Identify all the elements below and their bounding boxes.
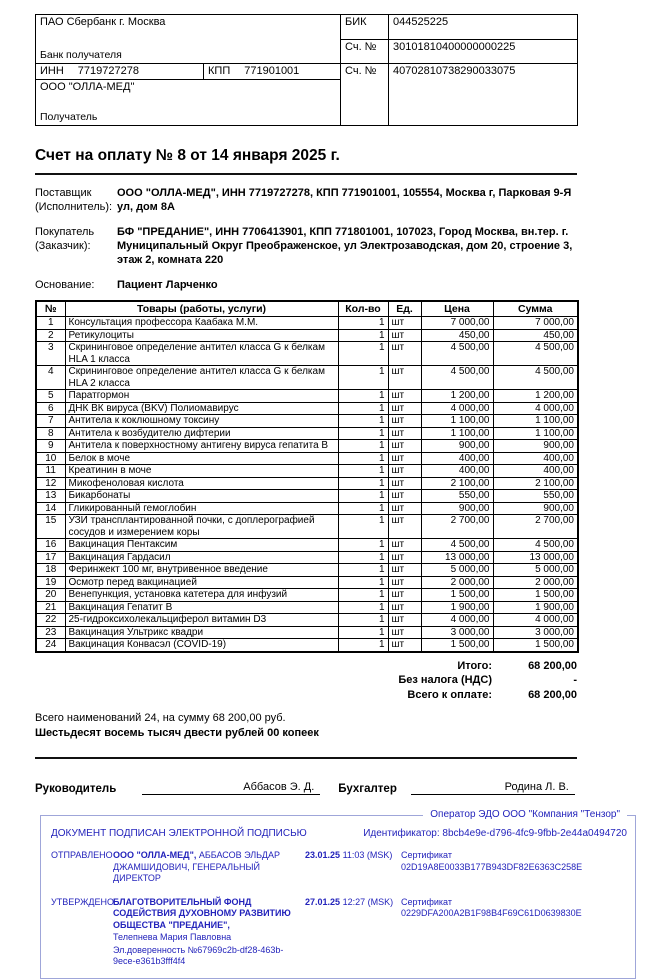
basis-value: Пациент Ларченко [117,279,218,291]
table-row [36,564,578,577]
payee-name: ООО "ОЛЛА-МЕД" [40,81,135,93]
item-name: Креатинин в моче [65,465,338,478]
items-table [35,300,579,653]
item-number: 14 [36,502,65,515]
signature-record [51,850,635,886]
item-quantity: 1 [338,329,388,342]
table-row [36,589,578,602]
supplier-row [35,186,577,214]
items-body [36,317,578,652]
item-name: Антитела к поверхностному антигену вируса гепатита В [65,440,338,453]
basis-row [35,278,577,292]
item-unit: шт [388,626,421,639]
total-label: Итого: [457,659,492,672]
signature-status: ОТПРАВЛЕНО [51,850,113,860]
table-row [36,402,578,415]
item-quantity: 1 [338,490,388,503]
item-number: 1 [36,317,65,330]
item-price: 900,00 [421,440,493,453]
supplier-value: ООО "ОЛЛА-МЕД", ИНН 7719727278, КПП 771901001, 105554, Москва г, Парковая 9-Я ул, дом 8А [117,187,572,213]
director-label: Руководитель [35,783,117,795]
item-unit: шт [388,366,421,390]
item-name: Скрининговое определение антител класса G к белкам HLA 1 класса [65,342,338,366]
table-row [36,329,578,342]
item-unit: шт [388,317,421,330]
table-row [36,390,578,403]
item-sum: 7 000,00 [493,317,578,330]
table-row [36,440,578,453]
item-sum: 2 700,00 [493,515,578,539]
item-price: 3 000,00 [421,626,493,639]
item-sum: 4 500,00 [493,366,578,390]
item-sum: 450,00 [493,329,578,342]
totals-block [35,659,577,703]
item-name: Микофеноловая кислота [65,477,338,490]
signature-signer [113,897,305,968]
identifier: Идентификатор: 8bcb4e9e-d796-4fc9-9fbb-2e44a0494720 [363,828,627,839]
signatures-row [35,781,577,795]
item-sum: 2 100,00 [493,477,578,490]
stamp-rows [51,850,635,968]
item-number: 2 [36,329,65,342]
accountant-signature-line [411,781,575,795]
item-sum: 1 900,00 [493,601,578,614]
item-quantity: 1 [338,539,388,552]
item-unit: шт [388,576,421,589]
item-unit: шт [388,452,421,465]
item-quantity: 1 [338,576,388,589]
table-row [36,477,578,490]
item-unit: шт [388,515,421,539]
item-unit: шт [388,614,421,627]
account-label: Сч. № [341,64,389,126]
inn-value: 7719727278 [77,65,139,77]
item-quantity: 1 [338,427,388,440]
item-quantity: 1 [338,465,388,478]
item-name: Антитела к коклюшному токсину [65,415,338,428]
item-unit: шт [388,390,421,403]
item-name: Скрининговое определение антител класса G к белкам HLA 2 класса [65,366,338,390]
item-number: 9 [36,440,65,453]
item-number: 19 [36,576,65,589]
item-quantity: 1 [338,440,388,453]
item-price: 2 100,00 [421,477,493,490]
signature-status: УТВЕРЖДЕНО [51,896,115,907]
item-price: 4 500,00 [421,366,493,390]
item-price: 5 000,00 [421,564,493,577]
item-unit: шт [388,564,421,577]
bik-label: БИК [341,15,389,40]
item-sum: 4 500,00 [493,342,578,366]
amount-in-words: Шестьдесят восемь тысяч двести рублей 00 копеек [35,727,319,739]
item-number: 16 [36,539,65,552]
item-quantity: 1 [338,551,388,564]
stamp-header [51,828,635,839]
item-quantity: 1 [338,342,388,366]
table-row [36,639,578,652]
item-number: 6 [36,402,65,415]
total-line [35,688,577,703]
total-value: 68 200,00 [528,659,577,672]
col-header-sum: Сумма [493,301,578,317]
item-quantity: 1 [338,614,388,627]
signature-certificate: Сертификат 02D19A8E0033B177B943DF82E6363C258E [401,850,583,872]
item-sum: 400,00 [493,465,578,478]
item-sum: 1 100,00 [493,415,578,428]
item-unit: шт [388,440,421,453]
item-quantity: 1 [338,452,388,465]
invoice-document [35,0,577,795]
item-sum: 900,00 [493,440,578,453]
item-unit: шт [388,402,421,415]
item-number: 7 [36,415,65,428]
signed-title: ДОКУМЕНТ ПОДПИСАН ЭЛЕКТРОННОЙ ПОДПИСЬЮ [51,828,307,839]
col-header-name: Товары (работы, услуги) [65,301,338,317]
item-quantity: 1 [338,564,388,577]
item-unit: шт [388,539,421,552]
col-header-qty: Кол-во [338,301,388,317]
bik-value: 044525225 [389,15,578,40]
item-quantity: 1 [338,415,388,428]
item-name: Вакцинация Гепатит В [65,601,338,614]
item-price: 7 000,00 [421,317,493,330]
item-unit: шт [388,415,421,428]
item-number: 11 [36,465,65,478]
item-number: 17 [36,551,65,564]
item-quantity: 1 [338,639,388,652]
item-number: 20 [36,589,65,602]
item-price: 13 000,00 [421,551,493,564]
col-header-num: № [36,301,65,317]
item-name: УЗИ трансплантированной почки, с доплерографией сосудов и измерением коры [65,515,338,539]
bank-requisites-table [35,14,578,126]
item-name: Вакцинация Гардасил [65,551,338,564]
table-row [36,490,578,503]
basis-label: Основание: [35,279,95,291]
item-unit: шт [388,551,421,564]
signature-record [51,897,635,968]
table-row [36,576,578,589]
item-sum: 1 200,00 [493,390,578,403]
item-price: 4 500,00 [421,342,493,366]
table-row [36,465,578,478]
item-quantity: 1 [338,390,388,403]
director-name: Аббасов Э. Д. [243,781,315,793]
signer-org: ООО "ОЛЛА-МЕД", [113,850,197,860]
item-quantity: 1 [338,317,388,330]
table-row [36,601,578,614]
signature-signer [113,850,305,886]
item-name: Феринжект 100 мг, внутривенное введение [65,564,338,577]
item-unit: шт [388,329,421,342]
item-number: 5 [36,390,65,403]
item-name: Вакцинация Пентаксим [65,539,338,552]
item-name: 25-гидроксихолекальциферол витамин D3 [65,614,338,627]
item-name: Ретикулоциты [65,329,338,342]
summary-block [35,711,577,741]
item-unit: шт [388,477,421,490]
item-price: 400,00 [421,452,493,465]
item-sum: 3 000,00 [493,626,578,639]
item-price: 400,00 [421,465,493,478]
item-number: 8 [36,427,65,440]
item-quantity: 1 [338,477,388,490]
item-price: 1 200,00 [421,390,493,403]
item-name: Бикарбонаты [65,490,338,503]
inn-cell [36,64,204,80]
signature-datetime: 23.01.25 11:03 (MSK) [305,850,393,860]
item-number: 23 [36,626,65,639]
item-name: Вакцинация Конвасэл (COVID-19) [65,639,338,652]
item-number: 18 [36,564,65,577]
item-unit: шт [388,427,421,440]
payee-cell [36,80,341,126]
total-line [35,659,577,674]
total-value: - [573,674,577,686]
inn-label: ИНН [40,65,64,77]
table-row [36,452,578,465]
item-quantity: 1 [338,515,388,539]
item-price: 1 500,00 [421,639,493,652]
item-sum: 1 500,00 [493,589,578,602]
table-row [36,317,578,330]
item-unit: шт [388,639,421,652]
item-price: 450,00 [421,329,493,342]
item-sum: 4 500,00 [493,539,578,552]
item-number: 10 [36,452,65,465]
item-number: 24 [36,639,65,652]
item-price: 2 700,00 [421,515,493,539]
item-name: Антитела к возбудителю дифтерии [65,427,338,440]
item-unit: шт [388,490,421,503]
table-row [36,427,578,440]
item-name: Вакцинация Ультрикс квадри [65,626,338,639]
item-quantity: 1 [338,601,388,614]
item-sum: 5 000,00 [493,564,578,577]
kpp-value: 771901001 [244,65,300,77]
item-price: 550,00 [421,490,493,503]
total-label: Без налога (НДС) [398,674,492,686]
table-row [36,366,578,390]
table-row [36,342,578,366]
item-number: 13 [36,490,65,503]
divider-rule [35,757,577,759]
director-signature-line [142,781,320,795]
edo-operator: Оператор ЭДО ООО "Компания "Тензор" [423,809,627,820]
item-sum: 4 000,00 [493,614,578,627]
item-name: ДНК ВК вируса (BKV) Полиомавирус [65,402,338,415]
items-count-line: Всего наименований 24, на сумму 68 200,00 руб. [35,712,286,724]
item-quantity: 1 [338,366,388,390]
item-price: 4 000,00 [421,402,493,415]
total-label: Всего к оплате: [407,688,492,701]
item-name: Гликированный гемоглобин [65,502,338,515]
signer-person: АББАСОВ ЭЛЬДАР ДЖАМШИДОВИЧ, ГЕНЕРАЛЬНЫЙ ДИРЕКТОР [113,850,280,883]
table-row [36,502,578,515]
item-unit: шт [388,502,421,515]
item-sum: 13 000,00 [493,551,578,564]
buyer-label: Покупатель (Заказчик): [35,226,95,252]
item-number: 4 [36,366,65,390]
item-number: 3 [36,342,65,366]
accountant-name: Родина Л. В. [504,781,569,793]
payee-caption: Получатель [40,111,98,123]
account-value: 40702810738290033075 [389,64,578,126]
signer-org: БЛАГОТВОРИТЕЛЬНЫЙ ФОНД СОДЕЙСТВИЯ ДУХОВНОМУ РАЗВИТИЮ ОБЩЕСТВА "ПРЕДАНИЕ", [113,896,291,930]
item-unit: шт [388,465,421,478]
item-name: Осмотр перед вакцинацией [65,576,338,589]
corr-account-label: Сч. № [341,39,389,64]
item-quantity: 1 [338,589,388,602]
table-row [36,551,578,564]
item-sum: 900,00 [493,502,578,515]
item-name: Венепункция, установка катетера для инфузий [65,589,338,602]
total-value: 68 200,00 [528,688,577,701]
item-sum: 4 000,00 [493,402,578,415]
item-number: 15 [36,515,65,539]
item-unit: шт [388,589,421,602]
e-signature-stamp [40,809,636,979]
col-header-unit: Ед. [388,301,421,317]
item-price: 2 000,00 [421,576,493,589]
table-row [36,515,578,539]
supplier-label: Поставщик (Исполнитель): [35,187,113,213]
item-price: 1 900,00 [421,601,493,614]
accountant-label: Бухгалтер [338,783,397,795]
item-name: Белок в моче [65,452,338,465]
col-header-price: Цена [421,301,493,317]
item-quantity: 1 [338,626,388,639]
table-row [36,539,578,552]
item-quantity: 1 [338,402,388,415]
item-number: 22 [36,614,65,627]
buyer-row [35,225,577,267]
kpp-label: КПП [208,65,231,77]
item-price: 4 500,00 [421,539,493,552]
corr-account-value: 30101810400000000225 [389,39,578,64]
item-sum: 2 000,00 [493,576,578,589]
buyer-value: БФ "ПРЕДАНИЕ", ИНН 7706413901, КПП 771801001, 107023, Город Москва, вн.тер. г. Муниципальный Округ Преображенское, ул Электрозаводская, дом 20, строение 3, этаж 2, комната 220 [117,226,573,266]
item-number: 21 [36,601,65,614]
bank-name-caption: Банк получателя [40,49,122,61]
total-line [35,673,577,688]
item-unit: шт [388,601,421,614]
signature-datetime: 27.01.25 12:27 (MSK) [305,896,394,907]
item-name: Консультация профессора Каабака М.М. [65,317,338,330]
signer-extra: Телепнева Мария Павловна [113,932,232,942]
item-sum: 1 500,00 [493,639,578,652]
item-price: 1 500,00 [421,589,493,602]
item-price: 4 000,00 [421,614,493,627]
bank-cell [36,15,341,64]
item-unit: шт [388,342,421,366]
bank-name: ПАО Сбербанк г. Москва [40,16,166,28]
kpp-cell [204,64,341,80]
item-price: 1 100,00 [421,415,493,428]
item-price: 1 100,00 [421,427,493,440]
signature-certificate: Сертификат 0229DFA200A2B1F98B4F69C61D0639830E [401,896,582,918]
item-name: Паратгормон [65,390,338,403]
item-sum: 1 100,00 [493,427,578,440]
item-quantity: 1 [338,502,388,515]
item-sum: 400,00 [493,452,578,465]
item-price: 900,00 [421,502,493,515]
table-row [36,614,578,627]
table-row [36,415,578,428]
table-row [36,626,578,639]
item-number: 12 [36,477,65,490]
item-sum: 550,00 [493,490,578,503]
items-header-row [36,301,578,317]
signer-power-of-attorney: Эл.доверенность №67969c2b-df28-463b-9ece-e361b3fff4f4 [113,944,284,966]
invoice-title: Счет на оплату № 8 от 14 января 2025 г. [35,147,577,175]
